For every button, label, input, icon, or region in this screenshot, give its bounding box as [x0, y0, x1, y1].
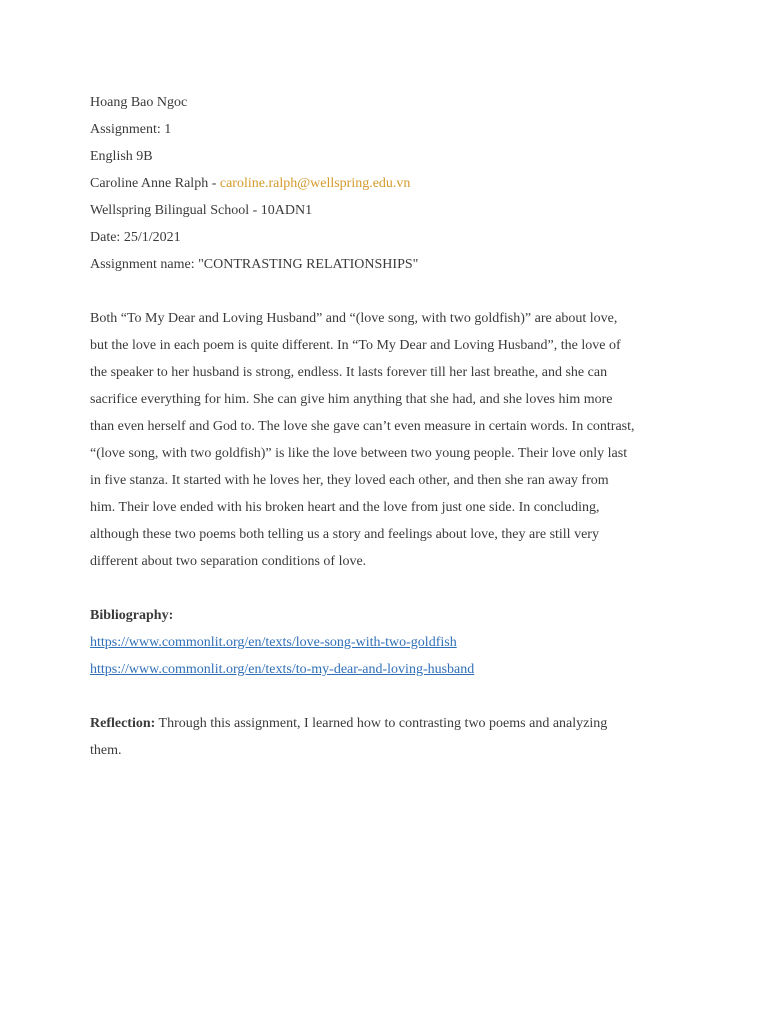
bibliography-link[interactable]: https://www.commonlit.org/en/texts/love-song-with-two-goldfish — [90, 635, 457, 650]
essay-line: the speaker to her husband is strong, endless. It lasts forever till her last breathe, and she can — [90, 365, 608, 380]
essay-line: although these two poems both telling us a story and feelings about love, they are still very — [90, 527, 599, 542]
teacher-name: Caroline Anne Ralph - — [90, 176, 220, 191]
teacher-email-link[interactable]: caroline.ralph@wellspring.edu.vn — [219, 176, 411, 191]
reflection-text-continued: them. — [90, 743, 122, 758]
reflection-section — [90, 710, 680, 764]
essay-paragraph — [90, 305, 680, 575]
bibliography-heading: Bibliography: — [90, 608, 174, 623]
essay-line: but the love in each poem is quite different. In “To My Dear and Loving Husband”, the love of — [90, 338, 621, 353]
essay-line: different about two separation conditions of love. — [90, 554, 367, 569]
student-name: Hoang Bao Ngoc — [90, 95, 188, 110]
reflection-label: Reflection: — [90, 716, 156, 731]
essay-line: in five stanza. It started with he loves her, they loved each other, and then she ran away from — [90, 473, 609, 488]
school-name: Wellspring Bilingual School - 10ADN1 — [90, 203, 313, 218]
assignment-name: Assignment name: "CONTRASTING RELATIONSHIPS" — [90, 257, 419, 272]
bibliography-link[interactable]: https://www.commonlit.org/en/texts/to-my-dear-and-loving-husband — [90, 662, 475, 677]
assignment-number: Assignment: 1 — [90, 122, 172, 137]
essay-line: sacrifice everything for him. She can give him anything that she had, and she loves him more — [90, 392, 613, 407]
teacher-line — [90, 170, 680, 197]
essay-line: him. Their love ended with his broken heart and the love from just one side. In concluding, — [90, 500, 600, 515]
document-content — [90, 89, 680, 764]
essay-line: than even herself and God to. The love she gave can’t even measure in certain words. In contrast, — [90, 419, 635, 434]
class-name: English 9B — [90, 149, 153, 164]
date-line: Date: 25/1/2021 — [90, 230, 181, 245]
reflection-text: Through this assignment, I learned how to contrasting two poems and analyzing — [155, 716, 608, 731]
bibliography-section — [90, 602, 680, 683]
essay-line: “(love song, with two goldfish)” is like the love between two young people. Their love only last — [90, 446, 628, 461]
essay-line: Both “To My Dear and Loving Husband” and “(love song, with two goldfish)” are about love, — [90, 311, 618, 326]
